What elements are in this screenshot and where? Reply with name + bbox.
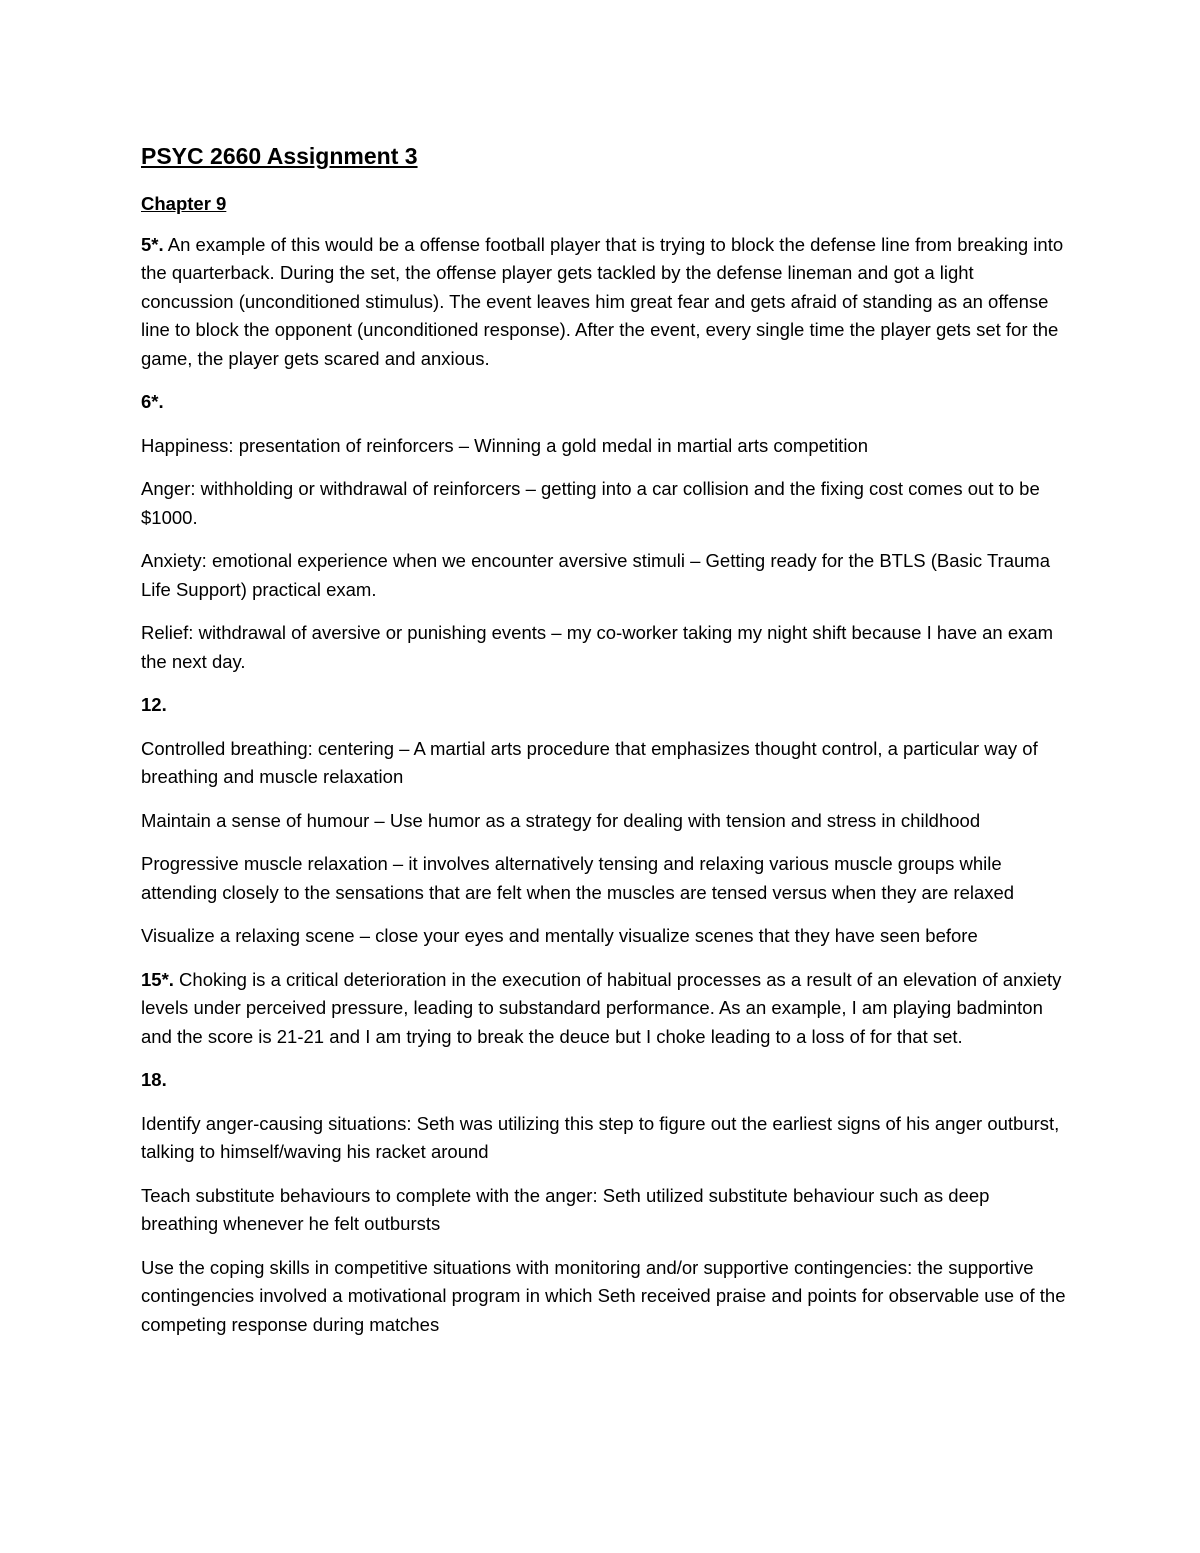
answer-6-item: Anxiety: emotional experience when we encounter aversive stimuli – Getting ready for the BTLS (Basic Trauma Life Support) practical exam.	[141, 550, 1050, 600]
answer-5	[141, 231, 1071, 374]
answer-15	[141, 966, 1071, 1052]
answer-15-text: Choking is a critical deterioration in the execution of habitual processes as a result of an elevation of anxiety levels under perceived pressure, leading to substandard performance. As an example, I am playing badminton and the score is 21-21 and I am trying to break the deuce but I choke leading to a loss of for that set.	[141, 968, 1062, 1047]
answer-12-item: Progressive muscle relaxation – it involves alternatively tensing and relaxing various muscle groups while attending closely to the sensations that are felt when the muscles are tensed versus when they are relaxed	[141, 853, 1015, 903]
answer-12-item: Maintain a sense of humour – Use humor as a strategy for dealing with tension and stress in childhood	[141, 809, 981, 831]
question-number-18: 18.	[141, 1069, 167, 1090]
answer-12-item: Visualize a relaxing scene – close your eyes and mentally visualize scenes that they have seen before	[141, 925, 978, 946]
answer-6-item: Anger: withholding or withdrawal of reinforcers – getting into a car collision and the fixing cost comes out to be $1000.	[141, 478, 1040, 528]
question-number-12: 12.	[141, 694, 167, 715]
answer-12-item: Controlled breathing: centering – A martial arts procedure that emphasizes thought control, a particular way of breathing and muscle relaxation	[141, 737, 1038, 787]
answer-6-item: Relief: withdrawal of aversive or punishing events – my co-worker taking my night shift because I have an exam the next day.	[141, 622, 1054, 672]
chapter-heading: Chapter 9	[141, 193, 227, 214]
answer-18-item: Teach substitute behaviours to complete with the anger: Seth utilized substitute behaviour such as deep breathing whenever he felt outbursts	[141, 1184, 990, 1234]
question-number-15: 15*.	[141, 968, 174, 990]
answer-18-item: Use the coping skills in competitive situations with monitoring and/or supportive contingencies: the supportive contingencies involved a motivational program in which Seth received praise and points for observable use of the competing response during matches	[141, 1256, 1066, 1335]
answer-6-item: Happiness: presentation of reinforcers – Winning a gold medal in martial arts competition	[141, 434, 869, 456]
answer-5-text: An example of this would be a offense football player that is trying to block the defense line from breaking into the quarterback. During the set, the offense player gets tackled by the defense lineman and got a light concussion (unconditioned stimulus). The event leaves him great fear and gets afraid of standing as an offense line to block the opponent (unconditioned response). After the event, every single time the player gets set for the game, the player gets scared and anxious.	[141, 233, 1064, 369]
question-number-6: 6*.	[141, 391, 164, 412]
document-page	[141, 140, 1071, 1354]
question-number-5: 5*.	[141, 233, 164, 255]
answer-18-item: Identify anger-causing situations: Seth was utilizing this step to figure out the earliest signs of his anger outburst, talking to himself/waving his racket around	[141, 1112, 1060, 1162]
document-title: PSYC 2660 Assignment 3	[141, 143, 418, 169]
